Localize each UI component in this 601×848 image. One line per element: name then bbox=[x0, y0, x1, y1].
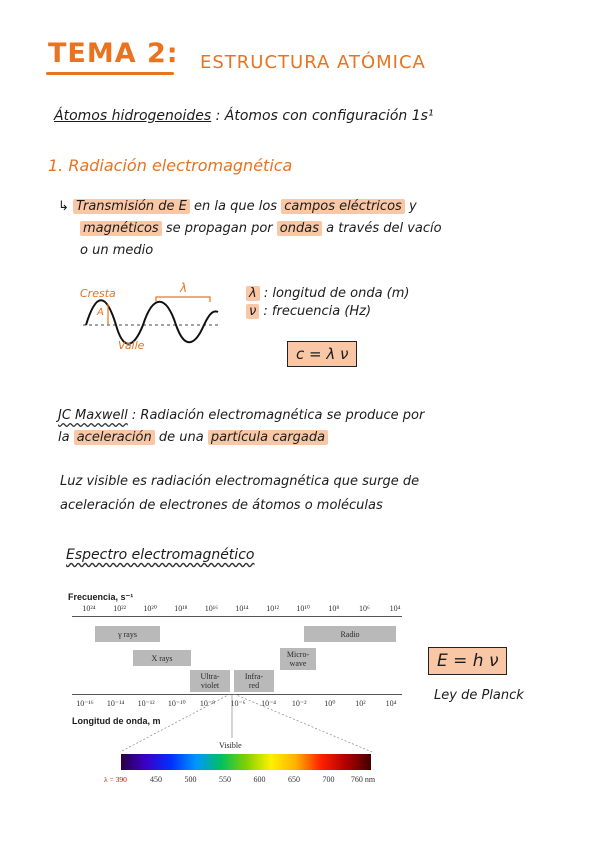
formula-box-planck: E = h ν bbox=[428, 647, 507, 675]
lambda-text: : longitud de onda (m) bbox=[263, 286, 410, 301]
nu-symbol: ν bbox=[246, 304, 259, 319]
nu-text: : frecuencia (Hz) bbox=[263, 304, 372, 319]
nu-definition bbox=[246, 304, 371, 319]
text-fragment: en la que los bbox=[194, 199, 278, 214]
band-ultraviolet bbox=[190, 670, 230, 692]
visible-tick-5: 700 bbox=[322, 775, 335, 784]
wavelength-label: Longitud de onda, m bbox=[72, 716, 161, 726]
frequency-tick-5: 10¹⁴ bbox=[235, 604, 249, 613]
definition-line bbox=[54, 108, 434, 124]
wavelength-tick-3: 10⁻¹⁰ bbox=[167, 699, 186, 708]
visible-zoom-lines bbox=[110, 694, 390, 756]
wave-curve bbox=[86, 300, 218, 344]
wavelength-tick-4: 10⁻⁸ bbox=[199, 699, 215, 708]
visible-label: Visible bbox=[219, 741, 242, 750]
text-fragment: a través del vacío bbox=[326, 221, 442, 236]
lambda-prefix: λ = 390 bbox=[104, 775, 127, 784]
page-title: TEMA 2: bbox=[48, 38, 179, 69]
band-infrared bbox=[234, 670, 274, 692]
frequency-tick-4: 10¹⁶ bbox=[204, 604, 218, 613]
text-fragment: o un medio bbox=[80, 243, 154, 258]
section-title: 1. Radiación electromagnética bbox=[48, 156, 293, 175]
wavelength-tick-9: 10² bbox=[355, 699, 366, 708]
definition-term: Átomos hidrogenoides bbox=[54, 108, 212, 124]
text-fragment: de una bbox=[158, 430, 204, 445]
band-xray: X rays bbox=[133, 650, 191, 666]
maxwell-name: JC Maxwell bbox=[58, 408, 128, 423]
visible-light-paragraph bbox=[60, 470, 580, 518]
band-mw-line1: Micro- bbox=[286, 650, 310, 659]
lambda-label: λ bbox=[180, 281, 188, 295]
formula-box-c: c = λ ν bbox=[287, 341, 357, 367]
visible-spectrum-bar bbox=[121, 754, 371, 770]
visible-tick-6: 760 nm bbox=[350, 775, 376, 784]
band-mw-line2: wave bbox=[289, 659, 307, 668]
lambda-definition bbox=[246, 286, 409, 301]
wavelength-tick-8: 10⁰ bbox=[324, 699, 336, 708]
lambda-bracket bbox=[156, 297, 210, 302]
text-fragment: : Radiación electromagnética se produce por bbox=[131, 408, 425, 423]
highlight-transmision: Transmisión de E bbox=[73, 199, 190, 214]
visible-tick-1: 500 bbox=[184, 775, 197, 784]
frequency-tick-10: 10⁴ bbox=[389, 604, 401, 613]
text-fragment: se propagan por bbox=[165, 221, 273, 236]
highlight-ondas: ondas bbox=[277, 221, 322, 236]
spectrum-heading: Espectro electromagnético bbox=[66, 547, 255, 563]
page-subtitle: ESTRUCTURA ATÓMICA bbox=[200, 52, 426, 73]
amplitude-label: A bbox=[97, 307, 104, 318]
title-underline bbox=[46, 72, 174, 75]
wavelength-tick-10: 10⁴ bbox=[385, 699, 397, 708]
visible-light-line-1: Luz visible es radiación electromagnética que surge de bbox=[60, 474, 420, 489]
band-radio: Radio bbox=[304, 626, 396, 642]
band-ir-line2: red bbox=[248, 681, 260, 690]
wavelength-tick-6: 10⁻⁴ bbox=[261, 699, 277, 708]
frequency-tick-0: 10²⁴ bbox=[82, 604, 96, 613]
visible-tick-2: 550 bbox=[219, 775, 231, 784]
frequency-tick-2: 10²⁰ bbox=[143, 604, 157, 613]
text-fragment: la bbox=[58, 430, 70, 445]
highlight-campos: campos eléctricos bbox=[281, 199, 405, 214]
frequency-tick-6: 10¹² bbox=[266, 604, 279, 613]
text-fragment: y bbox=[408, 199, 417, 214]
maxwell-paragraph bbox=[58, 405, 578, 449]
frequency-tick-9: 10⁶ bbox=[358, 604, 370, 613]
frequency-axis bbox=[72, 616, 402, 617]
planck-label: Ley de Planck bbox=[434, 688, 524, 703]
visible-tick-4: 650 bbox=[288, 775, 300, 784]
lambda-symbol: λ bbox=[246, 286, 260, 301]
frequency-tick-7: 10¹⁰ bbox=[296, 604, 310, 613]
visible-light-line-2: aceleración de electrones de átomos o moléculas bbox=[60, 498, 383, 513]
frequency-tick-3: 10¹⁸ bbox=[174, 604, 188, 613]
frequency-label: Frecuencia, s⁻¹ bbox=[68, 592, 134, 602]
frequency-tick-8: 10⁸ bbox=[328, 604, 340, 613]
frequency-tick-1: 10²² bbox=[113, 604, 126, 613]
visible-tick-0: 450 bbox=[150, 775, 162, 784]
definition-text: : Átomos con configuración 1s¹ bbox=[215, 108, 434, 124]
band-uv-line2: violet bbox=[200, 681, 220, 690]
wavelength-tick-1: 10⁻¹⁴ bbox=[106, 699, 125, 708]
highlight-aceleracion: aceleración bbox=[74, 430, 155, 445]
visible-tick-3: 600 bbox=[253, 775, 266, 784]
highlight-particula: partícula cargada bbox=[208, 430, 328, 445]
band-uv-line1: Ultra- bbox=[200, 672, 220, 681]
wavelength-tick-5: 10⁻⁶ bbox=[230, 699, 246, 708]
wavelength-tick-2: 10⁻¹² bbox=[137, 699, 155, 708]
wavelength-tick-0: 10⁻¹⁶ bbox=[76, 699, 94, 708]
valley-label: Valle bbox=[118, 339, 145, 352]
band-ir-line1: Infra- bbox=[244, 672, 264, 681]
crest-label: Cresta bbox=[80, 287, 116, 300]
band-gamma: γ rays bbox=[95, 626, 160, 642]
arrow-icon: ↳ bbox=[58, 199, 69, 214]
band-microwave bbox=[280, 648, 316, 670]
section-paragraph bbox=[58, 196, 578, 262]
wavelength-tick-7: 10⁻² bbox=[291, 699, 307, 708]
highlight-magneticos: magnéticos bbox=[80, 221, 162, 236]
